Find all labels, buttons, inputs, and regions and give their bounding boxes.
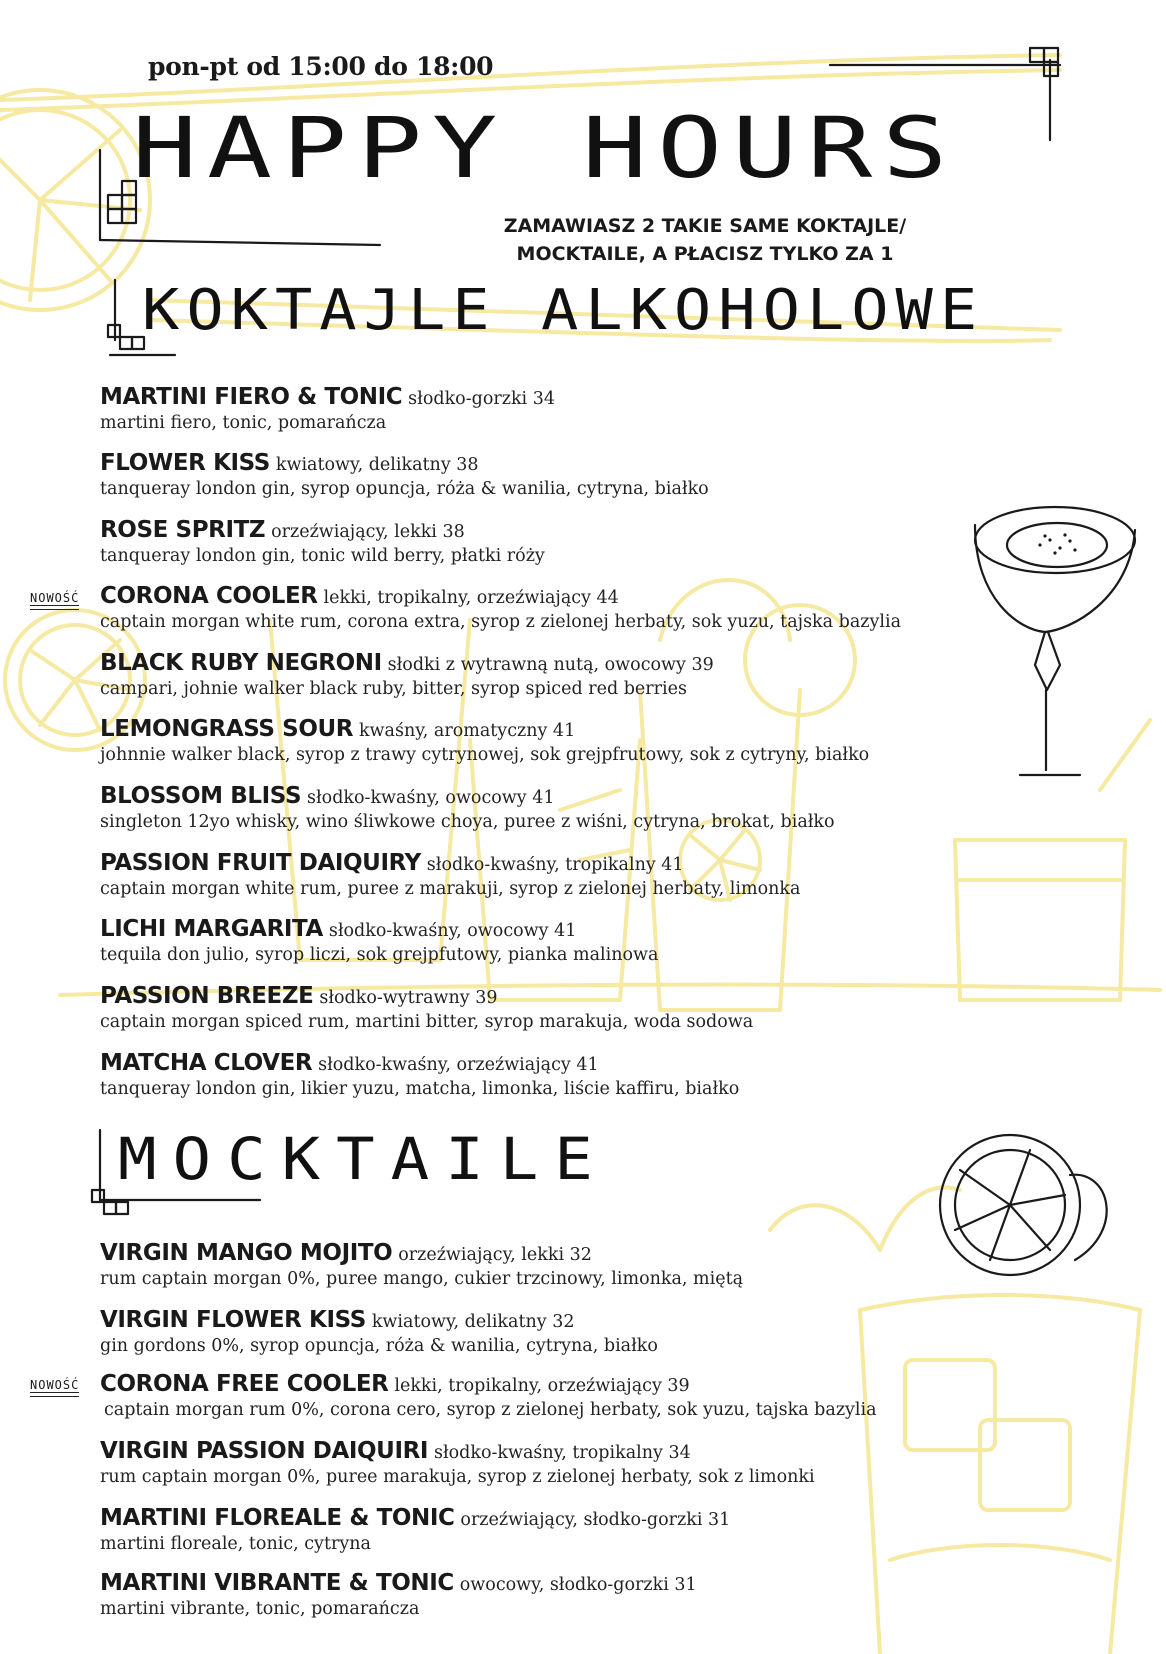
item-desc: kwaśny, aromatyczny 41 xyxy=(358,721,576,741)
menu-item xyxy=(100,983,753,1033)
item-desc: kwiatowy, delikatny 32 xyxy=(371,1312,575,1332)
item-name: VIRGIN PASSION DAIQUIRI xyxy=(100,1438,429,1464)
menu-item xyxy=(100,1371,877,1421)
promo-text xyxy=(470,212,940,268)
item-desc: słodko-kwaśny, owocowy 41 xyxy=(307,788,555,808)
item-desc: słodko-wytrawny 39 xyxy=(319,988,498,1008)
item-name: VIRGIN FLOWER KISS xyxy=(100,1307,366,1333)
item-ingredients: johnnie walker black, syrop z trawy cytrynowej, sok grejpfrutowy, sok z cytryny, białko xyxy=(100,745,870,765)
item-name: BLACK RUBY NEGRONI xyxy=(100,650,382,676)
item-name: CORONA FREE COOLER xyxy=(100,1371,389,1397)
item-ingredients: tequila don julio, syrop liczi, sok grejpfutowy, pianka malinowa xyxy=(100,945,659,965)
item-desc: słodko-kwaśny, tropikalny 41 xyxy=(426,855,684,875)
item-ingredients: martini floreale, tonic, cytryna xyxy=(100,1534,371,1554)
item-desc: słodko-gorzki 34 xyxy=(408,389,555,409)
menu-item xyxy=(100,450,709,500)
item-name: VIRGIN MANGO MOJITO xyxy=(100,1240,393,1266)
item-name: MATCHA CLOVER xyxy=(100,1050,313,1076)
item-name: CORONA COOLER xyxy=(100,583,318,609)
item-ingredients: captain morgan spiced rum, martini bitter, syrop marakuja, woda sodowa xyxy=(100,1012,754,1032)
item-name: MARTINI FLOREALE & TONIC xyxy=(100,1505,455,1531)
item-ingredients: gin gordons 0%, syrop opuncja, róża & wanilia, cytryna, białko xyxy=(100,1336,658,1356)
item-desc: orzeźwiający, lekki 32 xyxy=(398,1245,592,1265)
menu-item xyxy=(100,1570,697,1620)
menu-item xyxy=(100,650,714,700)
item-desc: słodko-kwaśny, orzeźwiający 41 xyxy=(318,1055,599,1075)
item-ingredients: captain morgan rum 0%, corona cero, syrop z zielonej herbaty, sok yuzu, tajska bazylia xyxy=(104,1400,877,1420)
item-ingredients: tanqueray london gin, tonic wild berry, płatki róży xyxy=(100,546,545,566)
menu-item xyxy=(100,850,800,900)
menu-item xyxy=(100,1438,815,1488)
new-badge: NOWOŚĆ xyxy=(30,1378,80,1392)
mocktails-section-title: MOCKTAILE xyxy=(118,1127,609,1194)
menu-item xyxy=(100,517,545,567)
item-ingredients: campari, johnie walker black ruby, bitter, syrop spiced red berries xyxy=(100,679,687,699)
item-name: BLOSSOM BLISS xyxy=(100,783,302,809)
item-ingredients: rum captain morgan 0%, puree mango, cukier trzcinowy, limonka, miętą xyxy=(100,1269,744,1289)
item-desc: słodko-kwaśny, tropikalny 34 xyxy=(433,1443,691,1463)
item-desc: orzeźwiający, słodko-gorzki 31 xyxy=(460,1510,731,1530)
item-name: MARTINI VIBRANTE & TONIC xyxy=(100,1570,454,1596)
item-name: MARTINI FIERO & TONIC xyxy=(100,384,403,410)
item-desc: słodki z wytrawną nutą, owocowy 39 xyxy=(387,655,714,675)
promo-line-2: MOCKTAILE, A PŁACISZ TYLKO ZA 1 xyxy=(516,243,894,265)
item-ingredients: singleton 12yo whisky, wino śliwkowe choya, puree z wiśni, cytryna, brokat, białko xyxy=(100,812,835,832)
item-desc: owocowy, słodko-gorzki 31 xyxy=(459,1575,697,1595)
menu-item xyxy=(100,1050,739,1100)
item-desc: orzeźwiający, lekki 38 xyxy=(271,522,465,542)
item-name: LEMONGRASS SOUR xyxy=(100,716,354,742)
item-name: PASSION FRUIT DAIQUIRY xyxy=(100,850,421,876)
item-ingredients: tanqueray london gin, syrop opuncja, róża & wanilia, cytryna, białko xyxy=(100,479,709,499)
item-ingredients: tanqueray london gin, likier yuzu, matcha, limonka, liście kaffiru, białko xyxy=(100,1079,740,1099)
item-ingredients: martini vibrante, tonic, pomarańcza xyxy=(100,1599,420,1619)
page-title: HAPPY HOURS xyxy=(132,100,958,198)
item-name: PASSION BREEZE xyxy=(100,983,314,1009)
menu-item xyxy=(100,1240,743,1290)
new-badge: NOWOŚĆ xyxy=(30,591,80,605)
menu-item xyxy=(100,783,835,833)
item-desc: kwiatowy, delikatny 38 xyxy=(275,455,479,475)
cocktails-section-title: KOKTAJLE ALKOHOLOWE xyxy=(142,277,985,343)
item-name: ROSE SPRITZ xyxy=(100,517,266,543)
menu-item xyxy=(100,583,901,633)
menu-item xyxy=(100,716,869,766)
menu-item xyxy=(100,916,658,966)
item-ingredients: rum captain morgan 0%, puree marakuja, syrop z zielonej herbaty, sok z limonki xyxy=(100,1467,815,1487)
item-name: FLOWER KISS xyxy=(100,450,270,476)
item-ingredients: captain morgan white rum, puree z marakuji, syrop z zielonej herbaty, limonka xyxy=(100,879,801,899)
item-ingredients: martini fiero, tonic, pomarańcza xyxy=(100,413,387,433)
item-name: LICHI MARGARITA xyxy=(100,916,323,942)
menu-item xyxy=(100,1307,658,1357)
item-desc: słodko-kwaśny, owocowy 41 xyxy=(328,921,577,941)
happy-hours-time: pon-pt od 15:00 do 18:00 xyxy=(148,52,494,81)
promo-line-1: ZAMAWIASZ 2 TAKIE SAME KOKTAJLE/ xyxy=(503,215,907,237)
item-desc: lekki, tropikalny, orzeźwiający 44 xyxy=(323,588,619,608)
item-ingredients: captain morgan white rum, corona extra, syrop z zielonej herbaty, sok yuzu, tajska bazylia xyxy=(100,612,902,632)
item-desc: lekki, tropikalny, orzeźwiający 39 xyxy=(394,1376,690,1396)
menu-item xyxy=(100,1505,730,1555)
menu-item xyxy=(100,384,555,434)
